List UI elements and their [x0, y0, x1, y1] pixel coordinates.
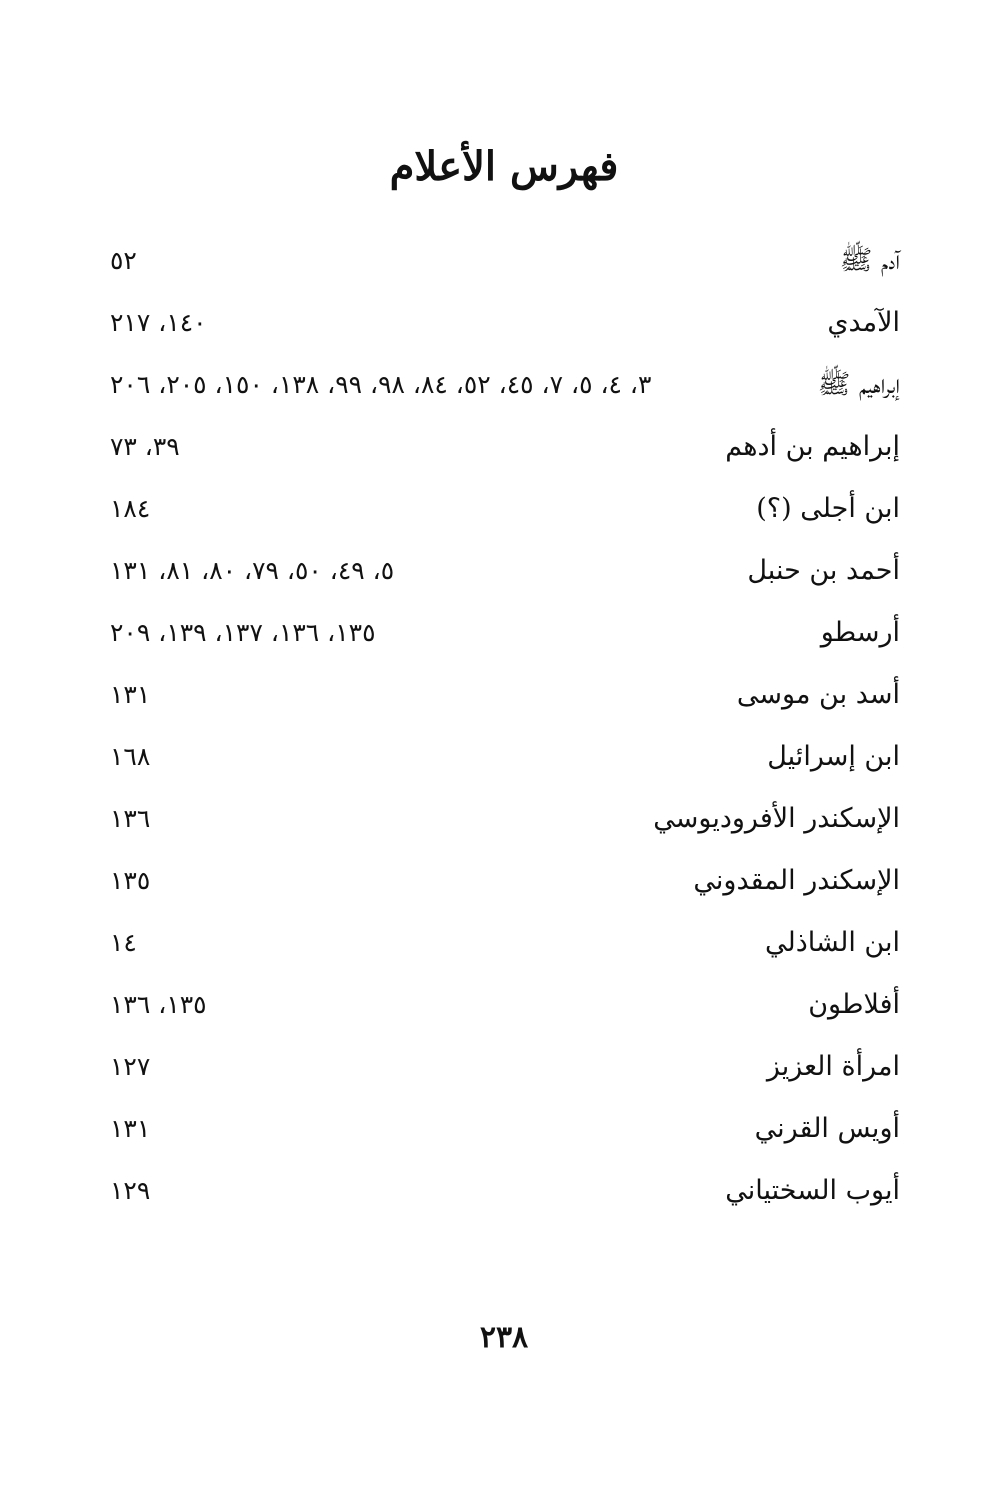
entry-pages: ١٢٧ [110, 1052, 151, 1081]
entry-pages: ١٣٥، ١٣٦ [110, 990, 207, 1019]
index-entry [110, 918, 900, 980]
entry-pages: ٣٩، ٧٣ [110, 432, 180, 461]
entry-pages: ١٣٦ [110, 804, 151, 833]
entry-name: أفلاطون [808, 989, 900, 1020]
entry-name: الآمدي [827, 307, 900, 338]
entry-pages: ١٤ [110, 928, 137, 957]
index-entry [110, 236, 900, 298]
index-entry [110, 670, 900, 732]
entry-name: ابن الشاذلي [765, 927, 900, 958]
entry-name: أحمد بن حنبل [747, 555, 900, 586]
entry-pages: ٥، ٤٩، ٥٠، ٧٩، ٨٠، ٨١، ١٣١ [110, 556, 395, 585]
index-entry [110, 298, 900, 360]
index-entry [110, 794, 900, 856]
index-entry [110, 422, 900, 484]
page-title: فهرس الأعلام [389, 142, 619, 190]
entry-pages: ١٢٩ [110, 1176, 151, 1205]
entry-pages: ١٣١ [110, 1114, 151, 1143]
entry-pages: ١٤٠، ٢١٧ [110, 308, 207, 337]
index-list [110, 236, 900, 1228]
index-entry [110, 1042, 900, 1104]
entry-pages: ١٣٥ [110, 866, 151, 895]
entry-name: امرأة العزيز [766, 1051, 900, 1082]
entry-pages: ١٣٥، ١٣٦، ١٣٧، ١٣٩، ٢٠٩ [110, 618, 376, 647]
index-entry [110, 732, 900, 794]
entry-name: الإسكندر الأفروديوسي [653, 803, 900, 834]
index-entry [110, 484, 900, 546]
index-entry [110, 856, 900, 918]
index-entry [110, 360, 900, 422]
entry-name: أويس القرني [754, 1113, 900, 1144]
index-entry [110, 546, 900, 608]
entry-name: أرسطو [820, 617, 900, 648]
entry-name: ابن إسرائيل [767, 741, 900, 772]
entry-name: أسد بن موسى [736, 679, 900, 710]
page-number: ٢٣٨ [479, 1320, 529, 1355]
index-entry [110, 1104, 900, 1166]
index-entry [110, 608, 900, 670]
entry-pages: ٥٢ [110, 246, 137, 275]
index-entry [110, 980, 900, 1042]
entry-pages: ٣، ٤، ٥، ٧، ٤٥، ٥٢، ٨٤، ٩٨، ٩٩، ١٣٨، ١٥٠، ٢٠٥، ٢٠٦ [110, 370, 652, 399]
entry-name: آدم ﷺ [839, 245, 900, 276]
entry-name: أيوب السختياني [725, 1175, 900, 1206]
index-entry [110, 1166, 900, 1228]
entry-pages: ١٦٨ [110, 742, 151, 771]
entry-name: إبراهيم ﷺ [817, 369, 900, 400]
entry-pages: ١٨٤ [110, 494, 151, 523]
entry-name: إبراهيم بن أدهم [725, 431, 900, 462]
entry-pages: ١٣١ [110, 680, 151, 709]
entry-name: الإسكندر المقدوني [693, 865, 900, 896]
entry-name: ابن أجلى (؟) [756, 493, 900, 524]
